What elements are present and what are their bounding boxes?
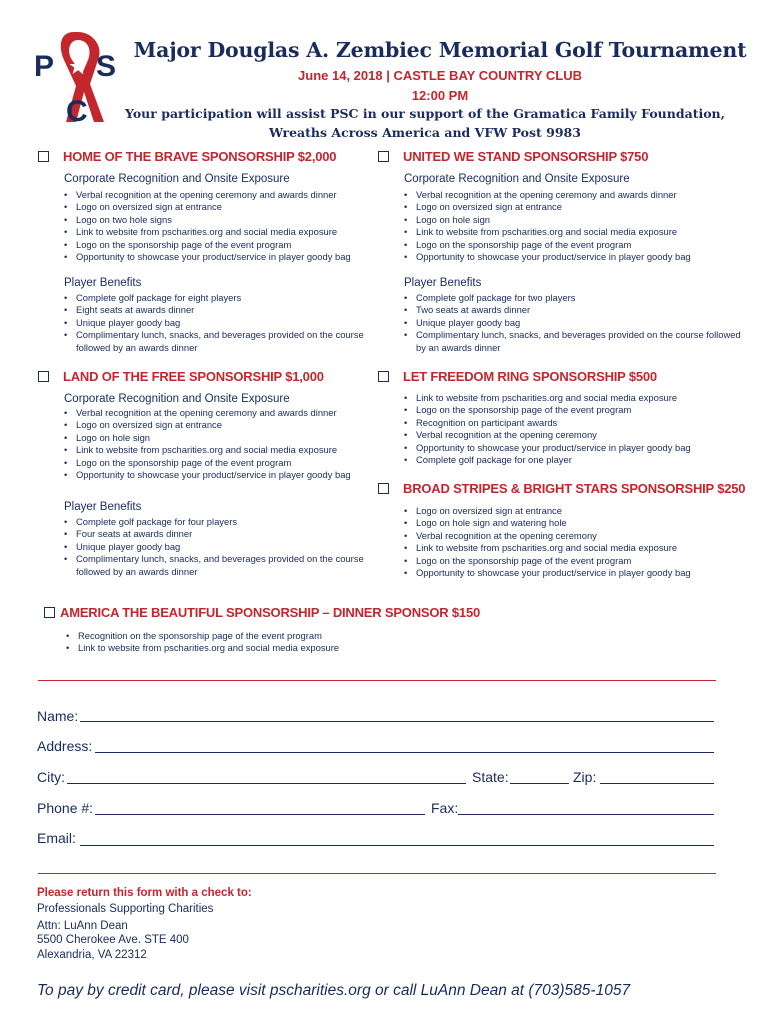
freedom-ring-list — [404, 392, 754, 466]
state-label: State: — [472, 769, 509, 785]
broad-stripes-list — [404, 505, 754, 579]
list-item: • Opportunity to showcase your product/service in player goody bag — [404, 442, 754, 454]
list-item: • Verbal recognition at the opening ceremony — [404, 530, 754, 542]
list-item: • Link to website from pscharities.org and social media exposure — [404, 392, 754, 404]
zip-label: Zip: — [573, 769, 597, 785]
america-beautiful-heading — [44, 605, 480, 620]
list-item: • Logo on the sponsorship page of the event program — [64, 457, 374, 469]
event-time: 12:00 PM — [411, 88, 469, 103]
list-item: • Complete golf package for eight players — [64, 292, 374, 304]
address-label: Address: — [37, 738, 93, 754]
list-item: • Four seats at awards dinner — [64, 528, 374, 540]
return-org: Professionals Supporting Charities — [37, 903, 214, 915]
united-stand-exposure-label: Corporate Recognition and Onsite Exposure — [404, 173, 630, 185]
participation-line-2: Wreaths Across America and VFW Post 9983 — [269, 125, 581, 140]
event-date-location: June 14, 2018 | CASTLE BAY COUNTRY CLUB — [298, 68, 582, 83]
list-item: • Complete golf package for four players — [64, 516, 374, 528]
list-item: • Logo on oversized sign at entrance — [404, 505, 754, 517]
return-attn: Attn: LuAnn Dean — [37, 920, 128, 932]
home-brave-benefits-list — [64, 292, 374, 354]
address-field[interactable] — [95, 752, 714, 753]
land-free-heading — [38, 369, 324, 384]
list-item: • Logo on oversized sign at entrance — [64, 201, 374, 213]
list-item: • Link to website from pscharities.org and social media exposure — [64, 226, 374, 238]
list-item: • Opportunity to showcase your product/service in player goody bag — [404, 251, 754, 263]
united-stand-benefits-list — [404, 292, 754, 354]
checkbox-icon — [378, 371, 389, 382]
email-label: Email: — [37, 830, 76, 846]
list-item: • Logo on hole sign — [404, 214, 754, 226]
payment-footer: To pay by credit card, please visit pscharities.org or call LuAnn Dean at (703)585-1057 — [37, 982, 631, 999]
list-item: • Logo on the sponsorship page of the event program — [404, 404, 754, 416]
logo-letter-p: P — [34, 50, 55, 83]
list-item: • Verbal recognition at the opening ceremony and awards dinner — [64, 189, 374, 201]
home-brave-title: HOME OF THE BRAVE SPONSORSHIP $2,000 — [63, 149, 337, 164]
page-title: Major Douglas A. Zembiec Memorial Golf Tournament — [133, 38, 747, 62]
list-item: • Verbal recognition at the opening ceremony and awards dinner — [404, 189, 754, 201]
list-item: • Complimentary lunch, snacks, and beverages provided on the course — [64, 329, 374, 341]
list-item: • Logo on two hole signs — [64, 214, 374, 226]
list-item: • Opportunity to showcase your product/service in player goody bag — [64, 469, 374, 481]
return-heading: Please return this form with a check to: — [37, 887, 252, 899]
broad-stripes-title: BROAD STRIPES & BRIGHT STARS SPONSORSHIP $250 — [403, 481, 746, 496]
list-item: • Opportunity to showcase your product/service in player goody bag — [64, 251, 374, 263]
list-item: • Verbal recognition at the opening ceremony and awards dinner — [64, 407, 374, 419]
list-item: • Eight seats at awards dinner — [64, 304, 374, 316]
list-item: • Logo on hole sign — [64, 432, 374, 444]
phone-label: Phone #: — [37, 800, 94, 816]
list-item: • Logo on the sponsorship page of the event program — [404, 239, 754, 251]
list-item: • Unique player goody bag — [64, 317, 374, 329]
list-item: • Two seats at awards dinner — [404, 304, 754, 316]
list-item: • Logo on hole sign and watering hole — [404, 517, 754, 529]
name-field[interactable] — [80, 721, 714, 722]
america-beautiful-list — [66, 630, 466, 655]
city-field[interactable] — [67, 783, 466, 784]
list-item: • Complete golf package for two players — [404, 292, 754, 304]
checkbox-icon — [378, 483, 389, 494]
broad-stripes-heading — [378, 481, 745, 496]
list-item: • Complimentary lunch, snacks, and beverages provided on the course followed — [404, 329, 754, 341]
united-stand-benefits-label: Player Benefits — [404, 277, 482, 289]
fax-label: Fax: — [431, 800, 459, 816]
list-item: • Link to website from pscharities.org and social media exposure — [64, 444, 374, 456]
list-item: • Unique player goody bag — [64, 541, 374, 553]
list-item: • Logo on the sponsorship page of the event program — [64, 239, 374, 251]
home-brave-heading — [38, 149, 336, 164]
land-free-exposure-list — [64, 407, 374, 481]
freedom-ring-title: LET FREEDOM RING SPONSORSHIP $500 — [403, 369, 657, 384]
return-city: Alexandria, VA 22312 — [37, 949, 147, 961]
checkbox-icon — [378, 151, 389, 162]
list-item: • Logo on the sponsorship page of the event program — [404, 555, 754, 567]
land-free-exposure-label: Corporate Recognition and Onsite Exposure — [64, 393, 290, 405]
checkbox-icon — [44, 607, 55, 618]
list-item: • Recognition on the sponsorship page of the event program — [66, 630, 466, 642]
checkbox-icon — [38, 371, 49, 382]
list-item: • Complete golf package for one player — [404, 454, 754, 466]
list-item: • Link to website from pscharities.org and social media exposure — [404, 542, 754, 554]
list-item-continued: followed by an awards dinner — [76, 565, 198, 577]
list-item: • Logo on oversized sign at entrance — [64, 419, 374, 431]
freedom-ring-heading — [378, 369, 657, 384]
list-item: • Complimentary lunch, snacks, and beverages provided on the course — [64, 553, 374, 565]
home-brave-exposure-list — [64, 189, 374, 263]
united-stand-title: UNITED WE STAND SPONSORSHIP $750 — [403, 149, 649, 164]
list-item: • Link to website from pscharities.org and social media exposure — [66, 642, 466, 654]
list-item: • Recognition on participant awards — [404, 417, 754, 429]
united-stand-exposure-list — [404, 189, 754, 263]
divider-top — [38, 680, 716, 681]
city-label: City: — [37, 769, 65, 785]
land-free-benefits-label: Player Benefits — [64, 501, 142, 513]
home-brave-exposure-label: Corporate Recognition and Onsite Exposure — [64, 173, 290, 185]
logo-letter-s: S — [96, 50, 117, 83]
email-field[interactable] — [80, 845, 714, 846]
list-item: • Verbal recognition at the opening ceremony — [404, 429, 754, 441]
state-field[interactable] — [510, 783, 569, 784]
land-free-title: LAND OF THE FREE SPONSORSHIP $1,000 — [63, 369, 324, 384]
list-item-continued: by an awards dinner — [416, 341, 501, 353]
return-street: 5500 Cherokee Ave. STE 400 — [37, 934, 189, 946]
zip-field[interactable] — [600, 783, 714, 784]
list-item-continued: followed by an awards dinner — [76, 341, 198, 353]
america-beautiful-title: AMERICA THE BEAUTIFUL SPONSORSHIP – DINNER SPONSOR $150 — [60, 605, 481, 620]
list-item: • Link to website from pscharities.org and social media exposure — [404, 226, 754, 238]
logo-letter-c: C — [66, 95, 88, 124]
checkbox-icon — [38, 151, 49, 162]
name-label: Name: — [37, 708, 79, 724]
land-free-benefits-list — [64, 516, 374, 578]
fax-field[interactable] — [458, 814, 714, 815]
list-item: • Unique player goody bag — [404, 317, 754, 329]
list-item: • Opportunity to showcase your product/service in player goody bag — [404, 567, 754, 579]
divider-bottom — [38, 873, 716, 874]
home-brave-benefits-label: Player Benefits — [64, 277, 142, 289]
participation-line-1: Your participation will assist PSC in our support of the Gramatica Family Foundation, — [125, 106, 725, 121]
list-item: • Logo on oversized sign at entrance — [404, 201, 754, 213]
phone-field[interactable] — [95, 814, 425, 815]
united-stand-heading — [378, 149, 648, 164]
